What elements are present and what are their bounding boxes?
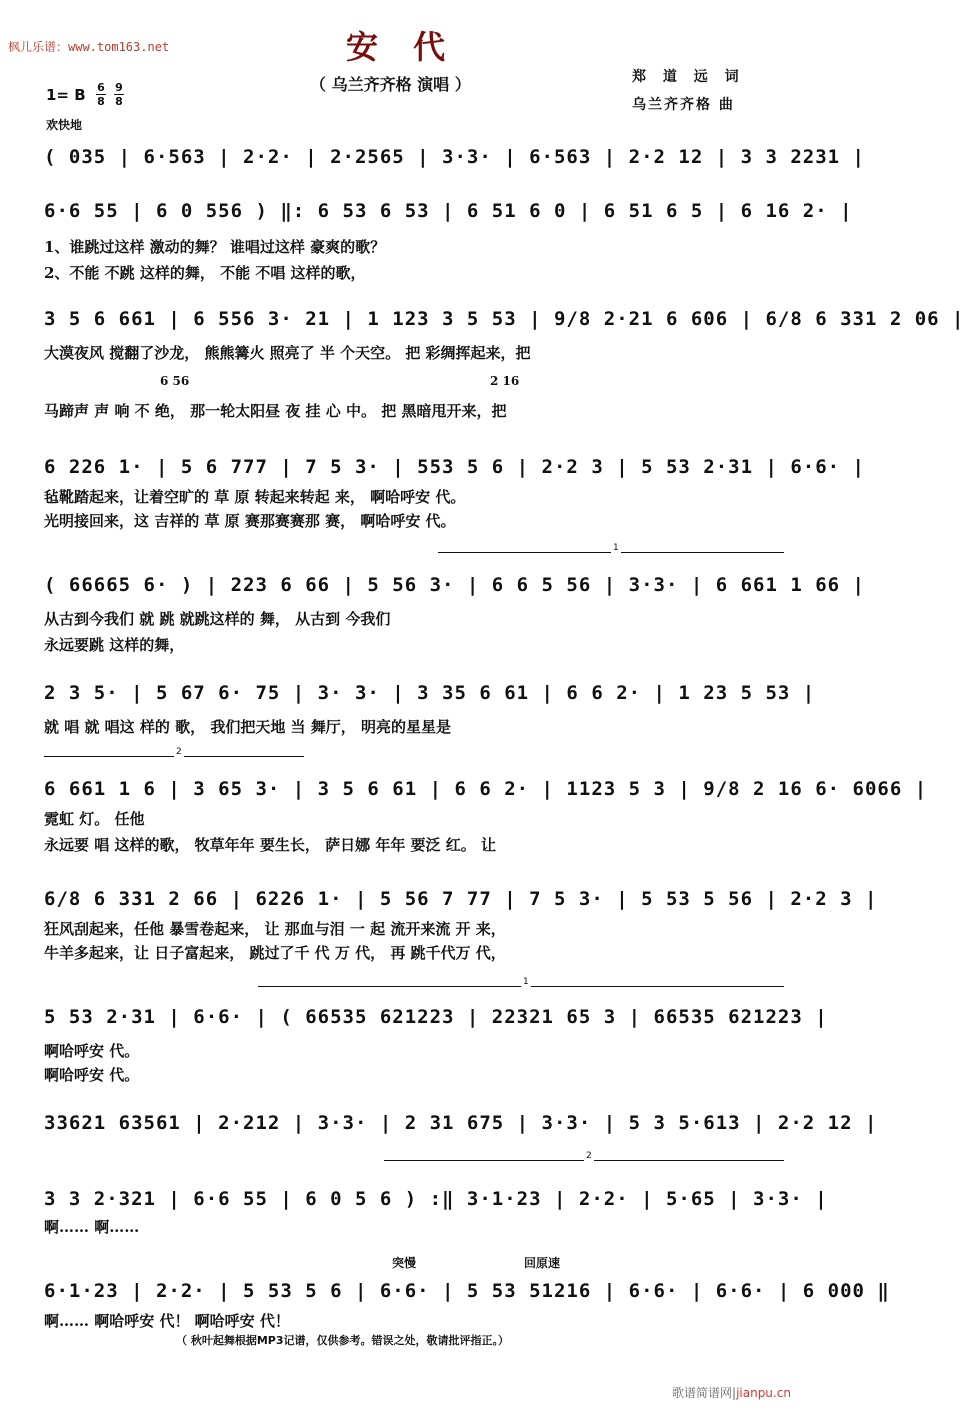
lyric-line: 光明接回来，这 吉祥的 草 原 赛那赛赛那 赛， 啊哈呼安 代。 <box>44 512 456 530</box>
watermark-text: 枫儿乐谱：www.tom163.net <box>8 40 170 54</box>
notation-line-4: 6 226 1· | 5 6 777 | 7 5 3· | 553 5 6 | 2·2 3 | 5 53 2·31 | 6·6· | <box>44 456 865 478</box>
time-denominator: 8 <box>97 95 105 108</box>
lyric-line: 马蹄声 声 响 不 绝， 那一轮太阳昼 夜 挂 心 中。 把 黑暗甩开来，把 <box>44 402 507 420</box>
notation-line-10: 33621 63561 | 2·212 | 3·3· | 2 31 675 | 3·3· | 5 3 5·613 | 2·2 12 | <box>44 1112 878 1134</box>
lyric-line: 啊…… 啊哈呼安 代！ 啊哈呼安 代！ <box>44 1312 290 1330</box>
site-name: 歌谱简谱网 <box>672 1386 733 1400</box>
time-denominator: 8 <box>115 95 123 108</box>
volta-bracket-1b <box>258 977 784 987</box>
lyric-line: 啊…… 啊…… <box>44 1218 140 1236</box>
lyric-line: 霓虹 灯。 任他 <box>44 810 145 828</box>
tempo-marking: 欢快地 <box>46 118 83 132</box>
song-title: 安 代 <box>346 28 458 66</box>
volta-number: 1 <box>613 543 619 553</box>
volta-number: 2 <box>176 747 182 757</box>
lyric-line: 2、不能 不跳 这样的舞， 不能 不唱 这样的歌， <box>44 264 366 282</box>
time-numerator: 6 <box>97 81 105 94</box>
alternate-notes-b: 2 16 <box>490 374 520 388</box>
notation-line-5: ( 66665 6· ) | 223 6 66 | 5 56 3· | 6 6 5 56 | 3·3· | 6 661 1 66 | <box>44 574 865 596</box>
site-watermark: 歌谱简谱网|jianpu.cn <box>672 1386 791 1400</box>
notation-line-12: 6·1·23 | 2·2· | 5 53 5 6 | 6·6· | 5 53 51216 | 6·6· | 6·6· | 6 000 ‖ <box>44 1280 890 1302</box>
transcription-note: （ 秋叶起舞根据MP3记谱，仅供参考。错误之处，敬请批评指正。） <box>176 1334 509 1347</box>
tempo-change-resume: 回原速 <box>524 1256 561 1270</box>
volta-bracket-1 <box>438 543 784 553</box>
volta-number: 2 <box>586 1151 592 1161</box>
volta-number: 1 <box>523 977 529 987</box>
notation-line-3: 3 5 6 661 | 6 556 3· 21 | 1 123 3 5 53 | 9/8 2·21 6 606 | 6/8 6 331 2 06 | <box>44 308 964 330</box>
volta-bracket-2b <box>384 1151 784 1161</box>
singer-credit: （ 乌兰齐齐格 演唱 ） <box>310 75 471 94</box>
lyric-line: 啊哈呼安 代。 <box>44 1066 140 1084</box>
notation-line-9: 5 53 2·31 | 6·6· | ( 66535 621223 | 22321 65 3 | 66535 621223 | <box>44 1006 828 1028</box>
time-signature-9-8 <box>114 82 124 107</box>
notation-line-2: 6·6 55 | 6 0 556 ) ‖: 6 53 6 53 | 6 51 6 0 | 6 51 6 5 | 6 16 2· | <box>44 200 853 222</box>
tempo-change-slow: 突慢 <box>392 1256 417 1270</box>
lyric-line: 大漠夜风 搅翻了沙龙， 熊熊篝火 照亮了 半 个天空。 把 彩绸挥起来，把 <box>44 344 531 362</box>
notation-line-6: 2 3 5· | 5 67 6· 75 | 3· 3· | 3 35 6 61 | 6 6 2· | 1 23 5 53 | <box>44 682 816 704</box>
lyric-line: 就 唱 就 唱这 样的 歌， 我们把天地 当 舞厅， 明亮的星星是 <box>44 718 452 736</box>
notation-line-7: 6 661 1 6 | 3 65 3· | 3 5 6 61 | 6 6 2· | 1123 5 3 | 9/8 2 16 6· 6066 | <box>44 778 928 800</box>
lyric-line: 毡靴踏起来，让着空旷的 草 原 转起来转起 来， 啊哈呼安 代。 <box>44 488 466 506</box>
lyric-line: 从古到今我们 就 跳 就跳这样的 舞， 从古到 今我们 <box>44 610 391 628</box>
lyric-line: 永远要 唱 这样的歌， 牧草年年 要生长， 萨日娜 年年 要泛 红。 让 <box>44 836 497 854</box>
notation-line-1: ( 035 | 6·563 | 2·2· | 2·2565 | 3·3· | 6·563 | 2·2 12 | 3 3 2231 | <box>44 146 865 168</box>
site-url: jianpu.cn <box>736 1386 791 1400</box>
notation-line-11: 3 3 2·321 | 6·6 55 | 6 0 5 6 ) :‖ 3·1·23 | 2·2· | 5·65 | 3·3· | <box>44 1188 828 1210</box>
volta-bracket-2 <box>44 747 304 757</box>
lyric-line: 狂风刮起来，任他 暴雪卷起来， 让 那血与泪 一 起 流开来流 开 来， <box>44 920 506 938</box>
lyric-line: 啊哈呼安 代。 <box>44 1042 140 1060</box>
notation-line-8: 6/8 6 331 2 66 | 6226 1· | 5 56 7 77 | 7 5 3· | 5 53 5 56 | 2·2 3 | <box>44 888 878 910</box>
lyric-line: 永远要跳 这样的舞， <box>44 636 185 654</box>
composer-credit: 乌兰齐齐格 曲 <box>632 97 735 113</box>
lyric-line: 牛羊多起来，让 日子富起来， 跳过了千 代 万 代， 再 跳千代万 代， <box>44 944 506 962</box>
alternate-notes-a: 6 56 <box>160 374 190 388</box>
lyricist-credit: 郑 道 远 词 <box>632 69 745 85</box>
time-signature-6-8 <box>96 82 106 107</box>
time-numerator: 9 <box>115 81 123 94</box>
lyric-line: 1、谁跳过这样 激动的舞？ 谁唱过这样 豪爽的歌？ <box>44 238 386 256</box>
key-signature: 1= B <box>46 86 86 104</box>
